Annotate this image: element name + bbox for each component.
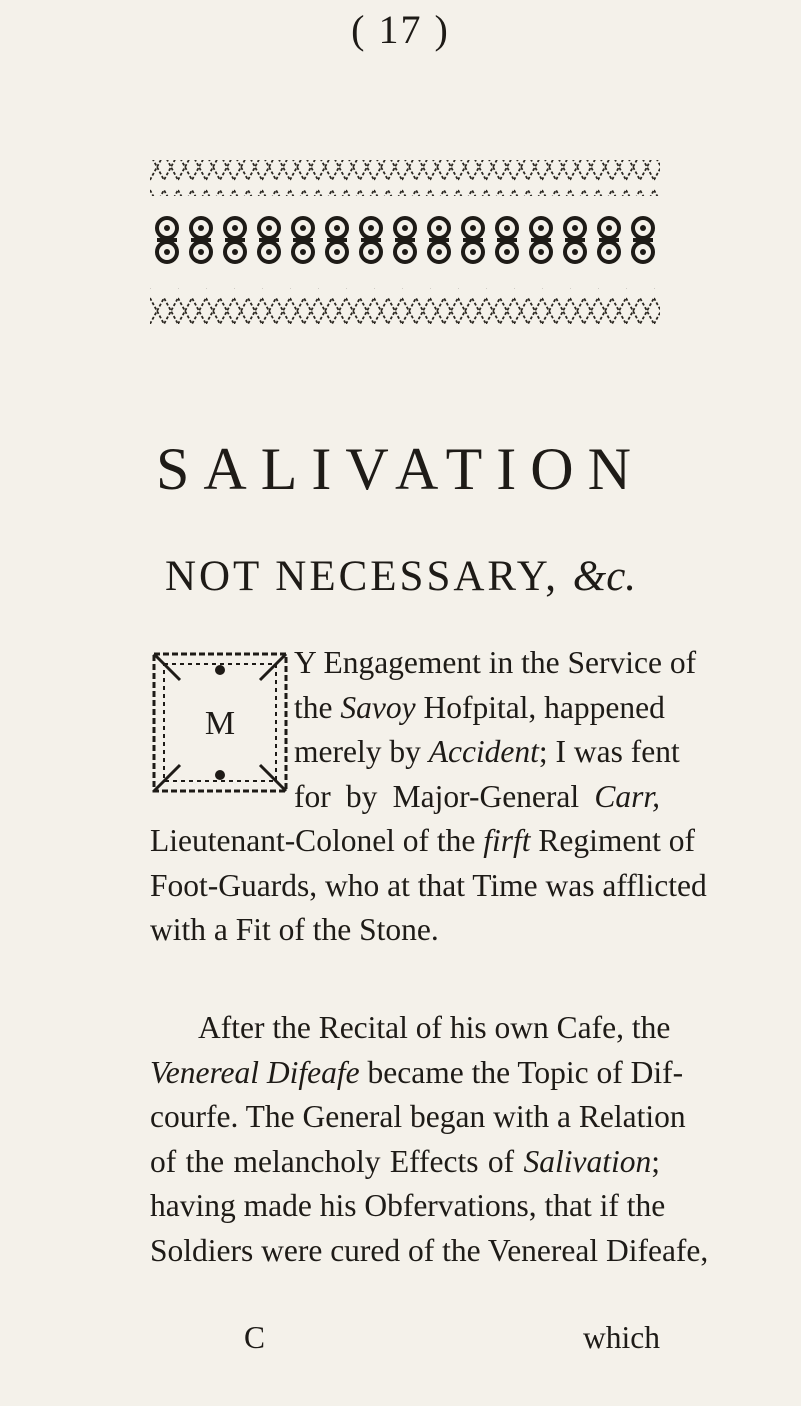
text: the bbox=[294, 689, 341, 725]
paragraph-2 bbox=[150, 1006, 709, 1273]
italic-text: Savoy bbox=[340, 689, 416, 725]
text: for by Major-General bbox=[294, 778, 595, 814]
p2-line-6: Soldiers were cured of the Venereal Difeafe, bbox=[150, 1232, 709, 1268]
p1-line-3 bbox=[150, 730, 680, 775]
text: ; bbox=[651, 1143, 660, 1179]
italic-text: Venereal Difeafe bbox=[150, 1054, 360, 1090]
p2-line-2 bbox=[150, 1051, 684, 1096]
p2-line-5: having made his Obfervations, that if the bbox=[150, 1188, 666, 1223]
p2-line-3: courfe. The General began with a Relation bbox=[150, 1099, 686, 1134]
signature-mark: C bbox=[244, 1320, 266, 1355]
p1-line-6: Foot-Guards, who at that Time was afflicted bbox=[150, 867, 707, 903]
p1-line-1: Y Engagement in the Service of bbox=[294, 645, 697, 680]
p1-line-5 bbox=[150, 819, 696, 864]
printers-ornament-band bbox=[150, 150, 660, 340]
italic-text: firft bbox=[483, 823, 531, 858]
text: ; I was fent bbox=[538, 734, 680, 769]
drop-cap-letter: M bbox=[204, 705, 236, 742]
text: merely by bbox=[294, 734, 429, 769]
p1-line-2 bbox=[150, 686, 665, 731]
p2-line-1: After the Recital of his own Cafe, the bbox=[198, 1010, 671, 1045]
subtitle-text: NOT NECESSARY, bbox=[164, 553, 559, 600]
chapter-subtitle bbox=[0, 552, 801, 601]
chapter-title: SALIVATION bbox=[156, 436, 645, 502]
paragraph-1 bbox=[150, 641, 707, 953]
text: Hofpital, happened bbox=[415, 689, 665, 725]
text: became the Topic of Dif- bbox=[359, 1054, 684, 1090]
text: Regiment of bbox=[530, 823, 696, 858]
p1-line-7: with a Fit of the Stone. bbox=[150, 912, 439, 947]
p2-line-4 bbox=[150, 1140, 660, 1185]
subtitle-etc: &c. bbox=[572, 553, 637, 600]
p1-line-4 bbox=[150, 775, 660, 820]
text: Lieutenant-Colonel of the bbox=[150, 823, 484, 858]
italic-text: Carr, bbox=[594, 778, 660, 814]
page-number: ( 17 ) bbox=[351, 7, 450, 52]
italic-text: Salivation bbox=[523, 1143, 652, 1179]
italic-text: Accident bbox=[428, 734, 539, 769]
text: of the melancholy Effects of bbox=[150, 1143, 524, 1179]
catchword: which bbox=[583, 1320, 660, 1355]
